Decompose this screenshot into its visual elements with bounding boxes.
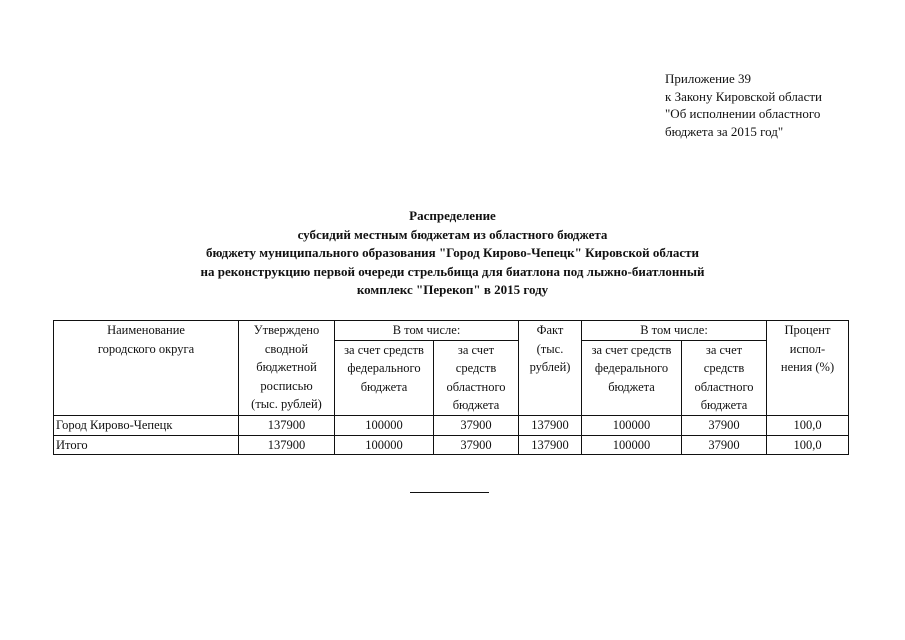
cell-regional-fact: 37900	[682, 415, 767, 435]
header-fact-line: (тыс.	[536, 341, 564, 356]
header-approved-line: бюджетной	[256, 360, 317, 375]
header-including-plan-label: В том числе:	[392, 323, 461, 337]
header-federal-plan-line: за счет средств	[344, 342, 424, 357]
cell-name: Город Кирово-Чепецк	[54, 415, 239, 435]
title-line: на реконструкцию первой очереди стрельбища для биатлона под лыжно-биатлонный	[200, 263, 705, 279]
title-line: бюджету муниципального образования "Город Кирово-Чепецк" Кировской области	[205, 245, 700, 260]
header-including-fact	[582, 321, 767, 341]
appendix-line: "Об исполнении областного	[665, 106, 821, 121]
header-fact-line: Факт	[536, 323, 564, 337]
cell-regional-fact: 37900	[682, 435, 767, 455]
document-title	[0, 207, 905, 300]
header-regional-fact-line: бюджета	[700, 398, 748, 413]
header-federal-fact-line: бюджета	[608, 379, 655, 394]
cell-name: Итого	[54, 435, 239, 455]
cell-federal-plan: 100000	[335, 435, 434, 455]
header-federal-fact	[582, 340, 682, 415]
appendix-note	[665, 70, 822, 140]
header-percent-line: Процент	[784, 323, 831, 337]
cell-approved: 137900	[239, 435, 335, 455]
subsidy-table	[53, 320, 849, 455]
header-name-line: городского округа	[97, 341, 195, 356]
cell-fact: 137900	[519, 415, 582, 435]
header-including-fact-label: В том числе:	[640, 323, 708, 337]
cell-fact: 137900	[519, 435, 582, 455]
header-approved-line: росписью	[260, 378, 313, 393]
title-line: субсидий местным бюджетам из областного бюджета	[297, 226, 608, 242]
title-line: комплекс "Перекоп" в 2015 году	[356, 282, 549, 297]
appendix-line: к Закону Кировской области	[665, 88, 822, 104]
header-percent-line: испол-	[789, 341, 826, 356]
header-regional-plan-line: бюджета	[452, 398, 500, 413]
header-regional-plan	[434, 340, 519, 415]
cell-federal-plan: 100000	[335, 415, 434, 435]
header-federal-plan	[335, 340, 434, 415]
header-percent	[767, 321, 849, 416]
header-including-plan	[335, 321, 519, 341]
cell-federal-fact: 100000	[582, 415, 682, 435]
title-line: Распределение	[409, 208, 496, 223]
header-regional-fact	[682, 340, 767, 415]
cell-percent: 100,0	[767, 435, 849, 455]
cell-percent: 100,0	[767, 415, 849, 435]
cell-regional-plan: 37900	[434, 415, 519, 435]
header-regional-fact-line: за счет	[705, 342, 743, 357]
header-approved-line: (тыс. рублей)	[251, 397, 322, 412]
header-federal-fact-line: федерального	[594, 361, 669, 376]
appendix-line: Приложение 39	[665, 71, 752, 86]
header-federal-plan-line: федерального	[347, 361, 421, 376]
closing-rule	[410, 492, 489, 493]
header-federal-fact-line: за счет средств	[591, 342, 672, 357]
header-regional-plan-line: областного	[446, 379, 506, 394]
cell-regional-plan: 37900	[434, 435, 519, 455]
header-approved-line: Утверждено	[253, 323, 320, 337]
header-approved	[239, 321, 335, 416]
header-regional-fact-line: средств	[703, 361, 745, 376]
header-percent-line: нения (%)	[780, 360, 835, 375]
header-regional-plan-line: средств	[455, 361, 497, 376]
table-row	[54, 415, 849, 435]
header-approved-line: сводной	[264, 341, 309, 356]
table-row-total	[54, 435, 849, 455]
header-name-line: Наименование	[107, 323, 185, 337]
cell-federal-fact: 100000	[582, 435, 682, 455]
appendix-line: бюджета за 2015 год"	[665, 123, 784, 139]
header-name	[54, 321, 239, 416]
header-federal-plan-line: бюджета	[360, 379, 408, 394]
header-regional-plan-line: за счет	[457, 342, 495, 357]
header-fact-line: рублей)	[529, 360, 571, 375]
header-regional-fact-line: областного	[694, 379, 754, 394]
header-fact	[519, 321, 582, 416]
cell-approved: 137900	[239, 415, 335, 435]
